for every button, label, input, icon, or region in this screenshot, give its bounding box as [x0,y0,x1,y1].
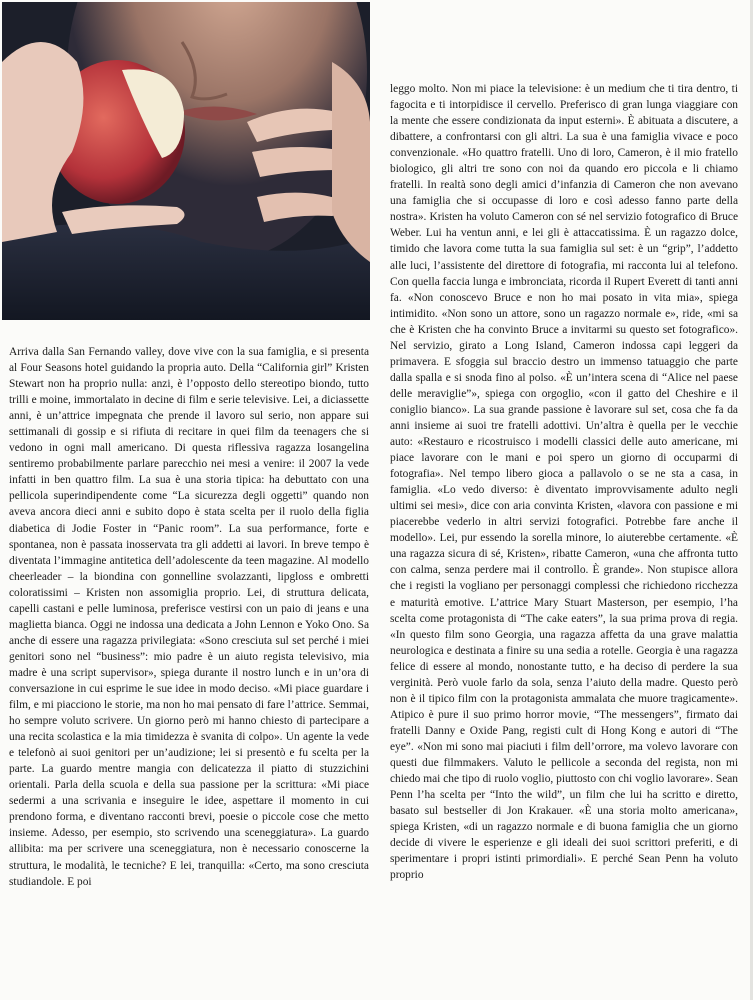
portrait-illustration [2,2,370,320]
article-column-left [9,344,369,994]
article-text-right: leggo molto. Non mi piace la televisione: è un medium che ti tira dentro, ti fagocita e ti intorpidisce il cervello. Preferisco di gran lunga viaggiare con la mente che essere condizionata da input esterni». È abituata a discutere, a dibattere, a confrontarsi con gli altri. La sua è una famiglia vivace e poco convenzionale. «Ho quattro fratelli. Uno di loro, Cameron, è il mio fratello biologico, gli altri tre sono con noi da quando ero piccola e li chiamo fratelli. In realtà sono degli amici d’infanzia di Cameron che non avevano una famiglia che si occupasse di loro e così adesso fanno parte della nostra». Kristen ha voluto Cameron con sé nel servizio fotografico di Bruce Weber. Lui ha ventun anni, e lei gli è attaccatissima. È un ragazzo dolce, timido che lavora come tutta la sua famiglia sul set: è un “grip”, l’addetto alle luci, l’assistente del direttore di fotografia, mi racconta lui al telefono. Con quella faccia lunga e imbronciata, ricorda il Rupert Everett di tanti anni fa. «Non conoscevo Bruce e non ho mai posato in vita mia», spiega intimidito. «Non sono un attore, sono un ragazzo normale e», ride, «mi sa che è Kristen che ha convinto Bruce a invitarmi su questo set fotografico». Nel servizio, girato a Long Island, Cameron indossa capi leggeri da primavera. E sfoggia sul braccio destro un immenso tatuaggio che parte dalla spalla e si snoda fino al polso. «È un’intera scena di “Alice nel paese delle meraviglie”», spiega con orgoglio, «con il gatto del Cheshire e il coniglio bianco». La sua grande passione è lavorare sul set, cosa che fa da anni insieme ai suoi tre fratelli adottivi. Un’altra è quella per le vecchie auto: «Restauro e ricostruisco i modelli classici delle auto americane, mi piace lavorare con le mani e poi spero un giorno di occuparmi di fotografia». Nel tempo libero gioca a pallavolo o se ne sta a casa, in famiglia. «Lo vedo diverso: è diventato improvvisamente adulto negli ultimi sei mesi», dice con aria convinta Kristen, «lavora con passione e mi piacerebbe vederlo in altri servizi fotografici. Potrebbe fare anche il modello». Lei, pur essendo la sorella minore, lo aiuterebbe certamente. «È una ragazza sicura di sé, Kristen», ribatte Cameron, «una che affronta tutto con calma, senza perdere mai il controllo. È grande». Non stupisce allora che i registi la vogliano per personaggi complessi che richiedono ricchezza e maturità emotive. L’attrice Mary Stuart Masterson, per esempio, l’ha scelta come protagonista di “The cake eaters”, la sua prima prova di regia. «In questo film sono Georgia, una ragazza affetta da una grave malattia neurologica e destinata a finire su una sedia a rotelle. Georgia è una ragazza felice di essere al mondo, nonostante tutto, e ha deciso di perdere la sua verginità. Però vuole farlo da sola, senza l’aiuto della madre. Questo però non è il tipico film con la protagonista ammalata che muore tragicamente». Atipico è pure il suo primo horror movie, “The messengers”, firmato dai fratelli Danny e Oxide Pang, registi cult di Hong Kong e autori di “The eye”. «Non mi sono mai piaciuti i film dell’orrore, ma volevo lavorare con questi due filmmakers. Valuto le pellicole a seconda del regista, non mi chiedo mai che tipo di ruolo voglio, piuttosto con chi voglio lavorare». Sean Penn l’ha scelta per “Into the wild”, un film che lui ha scritto e diretto, basato sul bestseller di Jon Krakauer. «È una storia molto americana», spiega Kristen, «di un ragazzo normale e di buona famiglia che un giorno decide di vivere le esperienze e gli ideali dei suoi scrittori preferiti, e di sperimentare i propri istinti primordiali». E perché Sean Penn ha voluto proprio [390,83,738,882]
article-column-right [390,81,738,994]
portrait-photo [2,2,370,320]
article-text-left: Arriva dalla San Fernando valley, dove vive con la sua famiglia, e si presenta al Four Seasons hotel guidando la propria auto. Della “California girl” Kristen Stewart non ha proprio nulla: anzi, è l’opposto dello stereotipo biondo, tutto trilli e moine, immortalato in decine di film e serie televisive. Lei, a diciassette anni, è un’attrice impegnata che prende il lavoro sul serio, non appare sui settimanali di gossip e si rifiuta di recitare in quei film da teenagers che si vedono in ogni mall americano. Di questa riflessiva ragazza losangelina sentiremo probabilmente parlare parecchio nei mesi a venire: il 2007 la vede infatti in ben quattro film. La sua è una storia tipica: ha debuttato con una pellicola superindipendente come “La sicurezza degli oggetti” quando non aveva ancora dieci anni e subito dopo è stata scelta per il ruolo della figlia diabetica di Jodie Foster in “Panic room”. La sua performance, forte e spontanea, non è passata inosservata tra gli addetti ai lavori. In breve tempo è diventata l’immagine antitetica dell’adolescente da teen magazine. Al modello cheerleader – la biondina con gonnelline svolazzanti, lipgloss e ombretti coloratissimi – Kristen non assomiglia proprio. Lei, di struttura delicata, capelli castani e pelle luminosa, preferisce vestirsi con un paio di jeans e una maglietta bianca. Oggi ne indossa una dedicata a John Lennon e Yoko Ono. Sa anche di essere una ragazza privilegiata: «Sono cresciuta sul set perché i miei genitori sono nel “business”: mio padre è un aiuto regista televisivo, mia madre è una script supervisor», spiega durante il nostro lunch e in un’ora di conversazione in cui esprime le sue idee in modo deciso. «Mi piace guardare i film, e mi piacciono le storie, ma non ho mai pensato di fare l’attrice. Semmai, ho sempre voluto scrivere. Un giorno però mi hanno chiesto di partecipare a una recita scolastica e la mia timidezza è svanita di colpo». Un agente la vede e telefonò ai suoi genitori per un’audizione; lei si presentò e fu scelta per la parte. La guardo mentre mangia con delicatezza il piatto di stuzzichini orientali. Parla della scuola e della sua passione per la scrittura: «Mi piace sedermi a una scrivania e inseguire le idee, aspettare il momento in cui prendono forma, e diventano racconti brevi, poesie o piccole cose che metto insieme. Adesso, per esempio, sto scrivendo una sceneggiatura». La guardo allibita: ma per scrivere una sceneggiatura, non è necessario conoscerne la struttura, le modalità, le tecniche? E lei, tranquilla: «Certo, ma sono cresciuta studiandole. E poi [9,346,369,888]
